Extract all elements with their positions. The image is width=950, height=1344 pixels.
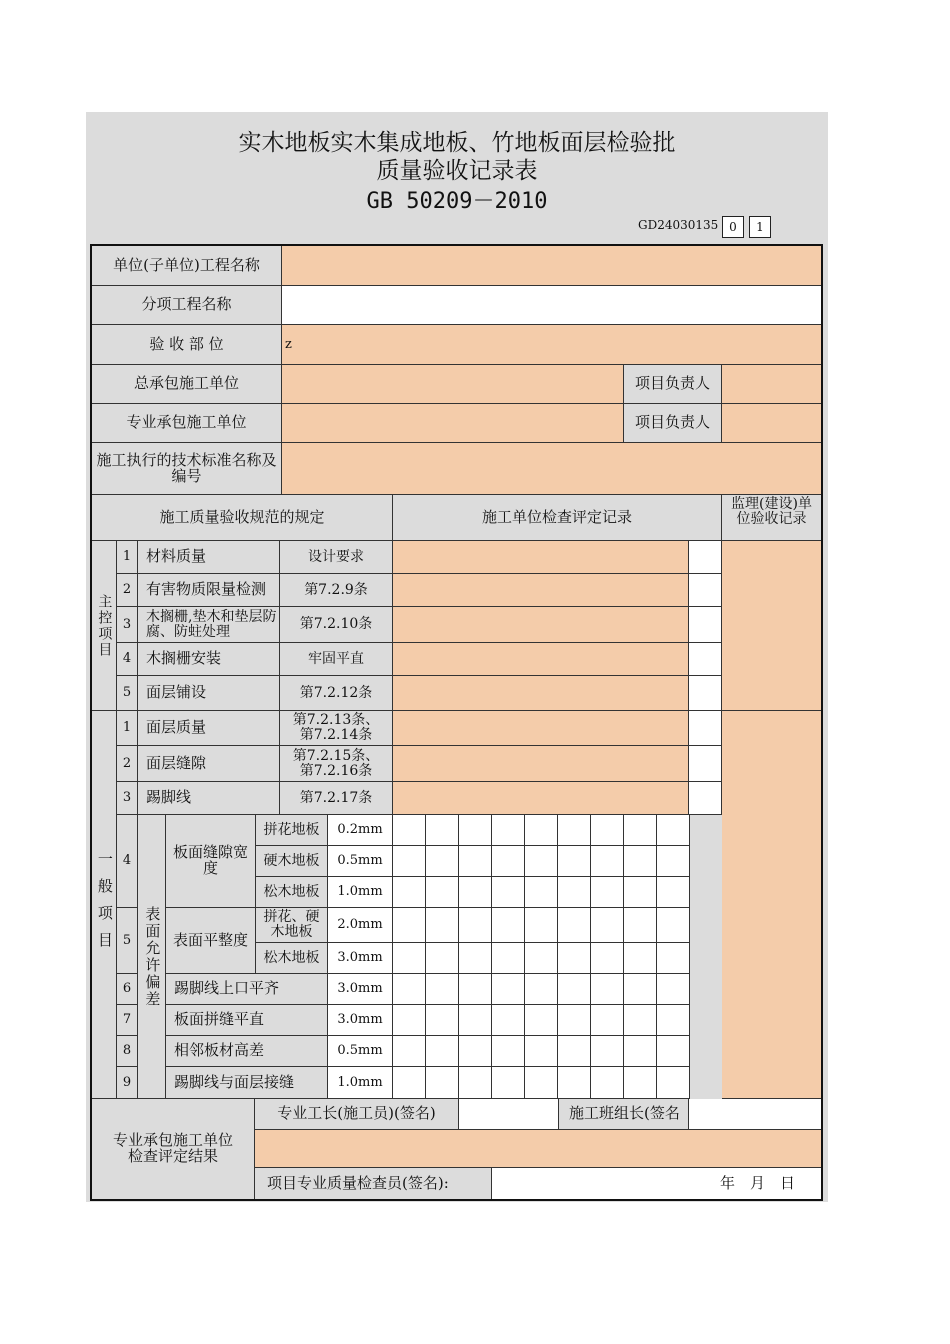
tolerance-item-name: 踢脚线与面层接缝 [166, 1067, 328, 1099]
main-item-name: 面层铺设 [138, 676, 280, 711]
general-item-record[interactable] [393, 711, 689, 746]
measurement-cell[interactable] [624, 974, 657, 1005]
main-item-record[interactable] [393, 607, 689, 643]
measurement-cell[interactable] [591, 908, 624, 943]
standard-label-line: 施工执行的技术标准名称及 [96, 450, 277, 469]
tolerance-item-4-no: 4 [117, 815, 138, 908]
code-box-2[interactable]: 1 [749, 216, 771, 238]
measurement-cell[interactable] [657, 1036, 690, 1067]
code-box-1[interactable]: 0 [722, 216, 744, 238]
general-item-requirement: 第7.2.15条、第7.2.16条 [280, 746, 393, 782]
measurement-cell[interactable] [459, 1005, 492, 1036]
measurement-cell[interactable] [525, 1067, 558, 1099]
tolerance-item-name: 板面拼缝平直 [166, 1005, 328, 1036]
result-label: 专业承包施工单位检查评定结果 [92, 1099, 255, 1200]
general-item-requirement: 第7.2.17条 [280, 782, 393, 815]
measurement-cell[interactable] [426, 908, 459, 943]
measurement-cell[interactable] [393, 1005, 426, 1036]
main-control-supervisor-field[interactable] [722, 541, 822, 711]
general-item-record[interactable] [393, 782, 689, 815]
measurement-cell[interactable] [426, 943, 459, 974]
general-label: 一般项目 [92, 711, 117, 1099]
measurement-cell[interactable] [558, 877, 591, 908]
gap-type: 硬木地板 [256, 846, 328, 877]
measurement-cell[interactable] [657, 1005, 690, 1036]
measurement-cell[interactable] [624, 1005, 657, 1036]
supervisor-header: 监理(建设)单位验收记录 [722, 495, 822, 541]
general-contractor-field[interactable] [282, 365, 624, 404]
project-manager-field-2[interactable] [722, 404, 822, 443]
tolerance-item-value: 3.0mm [328, 1005, 393, 1036]
measurement-cell[interactable] [492, 943, 525, 974]
measurement-cell[interactable] [591, 877, 624, 908]
measurement-cell[interactable] [393, 943, 426, 974]
measurement-cell[interactable] [525, 846, 558, 877]
main-item-mark[interactable] [689, 643, 722, 676]
general-item-name: 面层缝隙 [138, 746, 280, 782]
flatness-type: 松木地板 [256, 943, 328, 974]
spec-header: 施工质量验收规范的规定 [92, 495, 393, 541]
main-item-no: 4 [117, 643, 138, 676]
standard-code: GB 50209－2010 [366, 189, 548, 214]
general-item-name: 踢脚线 [138, 782, 280, 815]
main-item-name: 材料质量 [138, 541, 280, 574]
main-item-record[interactable] [393, 643, 689, 676]
unit-project-label: 单位(子单位)工程名称 [92, 246, 282, 286]
project-manager-label-1: 项目负责人 [624, 365, 722, 404]
measurement-cell[interactable] [591, 943, 624, 974]
tolerance-item-value: 1.0mm [328, 1067, 393, 1099]
general-supervisor-field[interactable] [722, 711, 822, 1099]
measurement-cell[interactable] [591, 1067, 624, 1099]
measurement-cell[interactable] [525, 908, 558, 943]
tolerance-item-4-name: 板面缝隙宽度 [166, 815, 256, 908]
measurement-cell[interactable] [657, 815, 690, 846]
foreman-label: 专业工长(施工员)(签名) [255, 1099, 459, 1130]
gap-tolerance: 0.5mm [328, 846, 393, 877]
measurement-cell[interactable] [492, 846, 525, 877]
tolerance-item-5-name: 表面平整度 [166, 908, 256, 974]
main-item-record[interactable] [393, 541, 689, 574]
measurement-cell[interactable] [624, 1036, 657, 1067]
special-contractor-label: 专业承包施工单位 [92, 404, 282, 443]
measurement-cell[interactable] [558, 846, 591, 877]
measurement-cell[interactable] [525, 1005, 558, 1036]
main-item-no: 2 [117, 574, 138, 607]
main-item-name: 木搁栅安装 [138, 643, 280, 676]
general-item-requirement: 第7.2.13条、第7.2.14条 [280, 711, 393, 746]
measurement-cell[interactable] [459, 943, 492, 974]
general-item-no: 3 [117, 782, 138, 815]
main-item-requirement: 第7.2.12条 [280, 676, 393, 711]
measurement-cell[interactable] [591, 815, 624, 846]
measurement-cell[interactable] [525, 877, 558, 908]
standard-label [92, 443, 282, 495]
tolerance-item-value: 3.0mm [328, 974, 393, 1005]
measurement-cell[interactable] [459, 877, 492, 908]
inspector-label: 项目专业质量检查员(签名): [255, 1168, 492, 1200]
main-control-label: 主控项目 [92, 541, 117, 711]
form-code: GD24030135 [638, 218, 719, 232]
measurement-cell[interactable] [393, 877, 426, 908]
measurement-cell[interactable] [624, 846, 657, 877]
main-item-requirement: 第7.2.9条 [280, 574, 393, 607]
measurement-cell[interactable] [393, 974, 426, 1005]
measurement-cell[interactable] [657, 974, 690, 1005]
measurement-cell[interactable] [492, 815, 525, 846]
measurement-cell[interactable] [558, 1036, 591, 1067]
measurement-cell[interactable] [657, 846, 690, 877]
main-item-mark[interactable] [689, 676, 722, 711]
result-field[interactable] [255, 1130, 822, 1168]
measurement-cell[interactable] [459, 1036, 492, 1067]
measurement-cell[interactable] [492, 1036, 525, 1067]
measurement-cell[interactable] [657, 943, 690, 974]
flatness-type: 拼花、硬木地板 [256, 908, 328, 943]
measurement-cell[interactable] [426, 815, 459, 846]
measurement-cell[interactable] [492, 974, 525, 1005]
measurement-cell[interactable] [525, 1036, 558, 1067]
measurement-cell[interactable] [657, 877, 690, 908]
measurement-cell[interactable] [591, 1005, 624, 1036]
tolerance-item-no: 6 [117, 974, 138, 1005]
measurement-cell[interactable] [558, 908, 591, 943]
measurement-cell[interactable] [558, 1067, 591, 1099]
team-leader-signature[interactable] [689, 1099, 822, 1130]
general-item-name: 面层质量 [138, 711, 280, 746]
main-item-no: 1 [117, 541, 138, 574]
general-item-record[interactable] [393, 746, 689, 782]
gap-tolerance: 0.2mm [328, 815, 393, 846]
measurement-cell[interactable] [624, 943, 657, 974]
measurement-cell[interactable] [591, 1036, 624, 1067]
tolerance-label: 表面允许偏差 [138, 815, 166, 1099]
measurement-cell[interactable] [393, 908, 426, 943]
inspector-date[interactable]: 年 月 日 [492, 1168, 822, 1200]
flatness-tolerance: 3.0mm [328, 943, 393, 974]
team-leader-label: 施工班组长(签名 [559, 1099, 689, 1130]
general-item-mark[interactable] [689, 711, 722, 746]
main-item-mark[interactable] [689, 541, 722, 574]
measurement-cell[interactable] [492, 1005, 525, 1036]
main-item-mark[interactable] [689, 574, 722, 607]
main-item-no: 3 [117, 607, 138, 643]
general-item-no: 2 [117, 746, 138, 782]
measurement-cell[interactable] [426, 877, 459, 908]
main-item-name: 木搁栅,垫木和垫层防腐、防蛀处理 [138, 607, 280, 643]
tolerance-item-no: 7 [117, 1005, 138, 1036]
measurement-cell[interactable] [426, 1005, 459, 1036]
main-item-mark[interactable] [689, 607, 722, 643]
gap-type: 拼花地板 [256, 815, 328, 846]
measurement-cell[interactable] [657, 1067, 690, 1099]
sub-project-label: 分项工程名称 [92, 286, 282, 325]
measurement-cell[interactable] [525, 815, 558, 846]
measurement-cell[interactable] [426, 1036, 459, 1067]
measurement-cell[interactable] [558, 815, 591, 846]
project-manager-label-2: 项目负责人 [624, 404, 722, 443]
main-item-requirement: 设计要求 [280, 541, 393, 574]
measurement-cell[interactable] [624, 908, 657, 943]
measurement-cell[interactable] [492, 877, 525, 908]
measurement-cell[interactable] [591, 846, 624, 877]
measurement-cell[interactable] [459, 974, 492, 1005]
sub-project-field[interactable] [282, 286, 822, 325]
tolerance-item-value: 0.5mm [328, 1036, 393, 1067]
general-item-no: 1 [117, 711, 138, 746]
measurement-cell[interactable] [426, 974, 459, 1005]
measurement-cell[interactable] [492, 1067, 525, 1099]
general-item-mark[interactable] [689, 782, 722, 815]
unit-project-field[interactable] [282, 246, 822, 286]
measurement-cell[interactable] [558, 974, 591, 1005]
measurement-cell[interactable] [525, 974, 558, 1005]
measurement-cell[interactable] [525, 943, 558, 974]
measurement-cell[interactable] [624, 1067, 657, 1099]
general-item-mark[interactable] [689, 746, 722, 782]
part-field[interactable]: z [282, 325, 822, 365]
main-item-no: 5 [117, 676, 138, 711]
tolerance-item-no: 9 [117, 1067, 138, 1099]
measurement-cell[interactable] [558, 1005, 591, 1036]
main-item-requirement: 第7.2.10条 [280, 607, 393, 643]
part-label: 验 收 部 位 [92, 325, 282, 365]
measurement-cell[interactable] [459, 908, 492, 943]
tolerance-item-name: 相邻板材高差 [166, 1036, 328, 1067]
gap-tolerance: 1.0mm [328, 877, 393, 908]
measurement-cell[interactable] [492, 908, 525, 943]
measurement-cell[interactable] [393, 1067, 426, 1099]
measurement-cell[interactable] [393, 815, 426, 846]
gap-type: 松木地板 [256, 877, 328, 908]
measurement-cell[interactable] [426, 1067, 459, 1099]
main-item-name: 有害物质限量检测 [138, 574, 280, 607]
tolerance-item-name: 踢脚线上口平齐 [166, 974, 328, 1005]
flatness-tolerance: 2.0mm [328, 908, 393, 943]
form-title-line1: 实木地板实木集成地板、竹地板面层检验批 [238, 130, 676, 156]
main-item-requirement: 牢固平直 [280, 643, 393, 676]
tolerance-item-no: 8 [117, 1036, 138, 1067]
measurement-cell[interactable] [459, 1067, 492, 1099]
foreman-signature[interactable] [459, 1099, 559, 1130]
measurement-cell[interactable] [459, 846, 492, 877]
main-item-record[interactable] [393, 676, 689, 711]
project-manager-field-1[interactable] [722, 365, 822, 404]
measurement-cell[interactable] [558, 943, 591, 974]
measurement-cell[interactable] [393, 1036, 426, 1067]
measurement-cell[interactable] [624, 815, 657, 846]
form-title-line2: 质量验收记录表 [376, 158, 538, 184]
measurement-cell[interactable] [459, 815, 492, 846]
main-item-record[interactable] [393, 574, 689, 607]
standard-field[interactable] [282, 443, 822, 495]
measurement-cell[interactable] [657, 908, 690, 943]
measurement-cell[interactable] [591, 974, 624, 1005]
special-contractor-field[interactable] [282, 404, 624, 443]
measurement-cell[interactable] [426, 846, 459, 877]
tolerance-item-5-no: 5 [117, 908, 138, 974]
general-contractor-label: 总承包施工单位 [92, 365, 282, 404]
measurement-cell[interactable] [393, 846, 426, 877]
measurement-cell[interactable] [624, 877, 657, 908]
check-record-header: 施工单位检查评定记录 [393, 495, 722, 541]
standard-label-line: 编号 [171, 466, 202, 485]
